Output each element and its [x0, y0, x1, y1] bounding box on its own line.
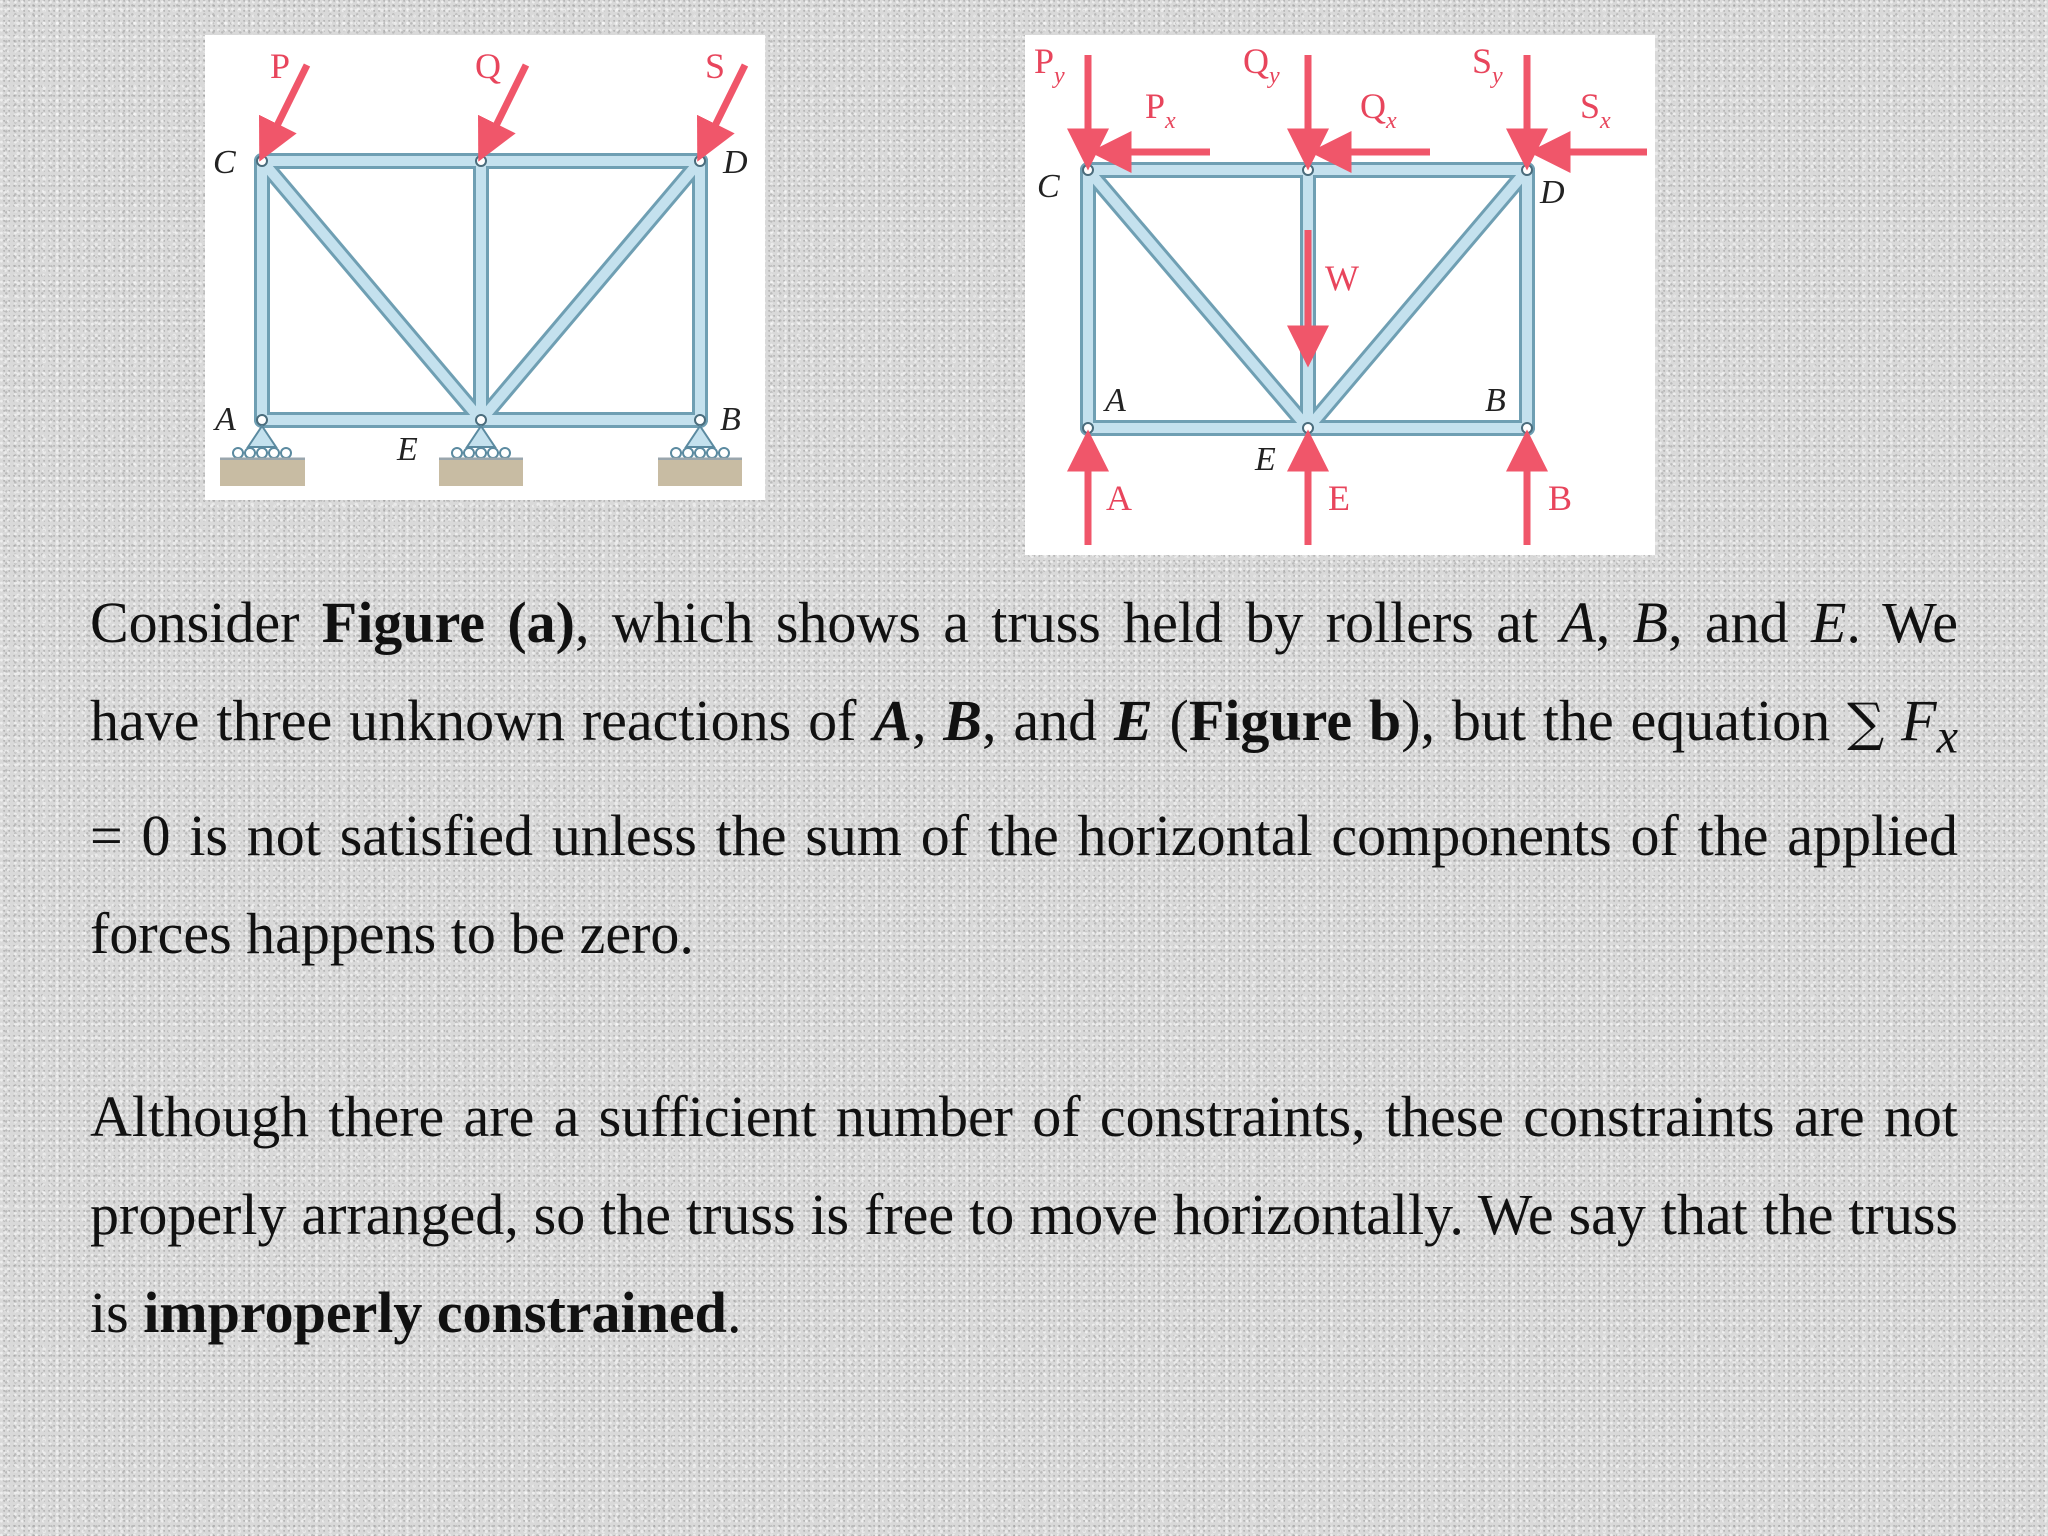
- reaction-e: [1308, 447, 1350, 545]
- node-e-label: E: [397, 431, 418, 468]
- truss-a-members: [262, 161, 700, 420]
- force-qy-label: $Q_y$: [1243, 41, 1280, 89]
- force-py: [1034, 41, 1088, 153]
- node-b-label-b: B: [1485, 382, 1506, 419]
- reaction-b: [1527, 447, 1572, 545]
- figure-b-diagram: [1025, 35, 1655, 555]
- force-sy-label: $S_y$: [1472, 41, 1503, 89]
- force-qx: [1327, 86, 1430, 152]
- node-c-label: C: [213, 144, 236, 181]
- figure-a: [205, 35, 765, 500]
- force-sx-label: $S_x$: [1580, 86, 1611, 134]
- reaction-a-label: A: [1106, 478, 1132, 518]
- reaction-a: [1088, 447, 1132, 545]
- improperly-constrained-emphasis: improperly constrained: [143, 1280, 727, 1345]
- node-d-label-b: D: [1540, 174, 1565, 211]
- node-d-label: D: [723, 144, 748, 181]
- paragraph-2: Although there are a sufficient number of constraints, these constraints are not properly arranged, so the truss is free to move horizontally. We say that the truss is improperly constrained.: [90, 1084, 1958, 1345]
- figure-a-diagram: [205, 35, 765, 500]
- force-sy: [1472, 41, 1527, 153]
- force-sx: [1546, 86, 1647, 152]
- force-p: [267, 46, 307, 146]
- node-b-label: B: [720, 401, 741, 438]
- force-qx-label: $Q_x$: [1360, 86, 1397, 134]
- force-w-label: W: [1325, 258, 1359, 298]
- force-qy: [1243, 41, 1308, 153]
- paragraph-1: Consider Figure (a), which shows a truss held by rollers at A, B, and E. We have three unknown reactions of A, B, and E (Figure b), but the equation ∑ $F_x = 0$ is not satisfied unless the sum of the horizontal components of the applied forces happens to be zero.: [90, 590, 1959, 966]
- force-q-label: Q: [475, 46, 501, 86]
- roller-support-e: [439, 426, 523, 486]
- force-px: [1107, 86, 1210, 152]
- node-a-label: A: [215, 401, 236, 438]
- reaction-b-label: B: [1548, 478, 1573, 518]
- equation: ∑ $F_x = 0$: [90, 688, 1959, 868]
- reaction-e-label: E: [1328, 478, 1350, 518]
- node-a-label-b: A: [1105, 382, 1126, 419]
- figure-a-reference: Figure (a): [321, 590, 575, 655]
- force-px-label: $P_x$: [1145, 86, 1176, 134]
- force-py-label: $P_y$: [1034, 41, 1065, 89]
- node-c-label-b: C: [1037, 168, 1060, 205]
- figure-b: [1025, 35, 1655, 555]
- figure-b-reference: Figure b: [1188, 688, 1402, 753]
- force-p-label: P: [270, 46, 291, 86]
- force-q: [475, 46, 526, 146]
- node-e-label-b: E: [1255, 441, 1276, 478]
- force-s-label: S: [705, 46, 726, 86]
- force-s: [705, 46, 745, 146]
